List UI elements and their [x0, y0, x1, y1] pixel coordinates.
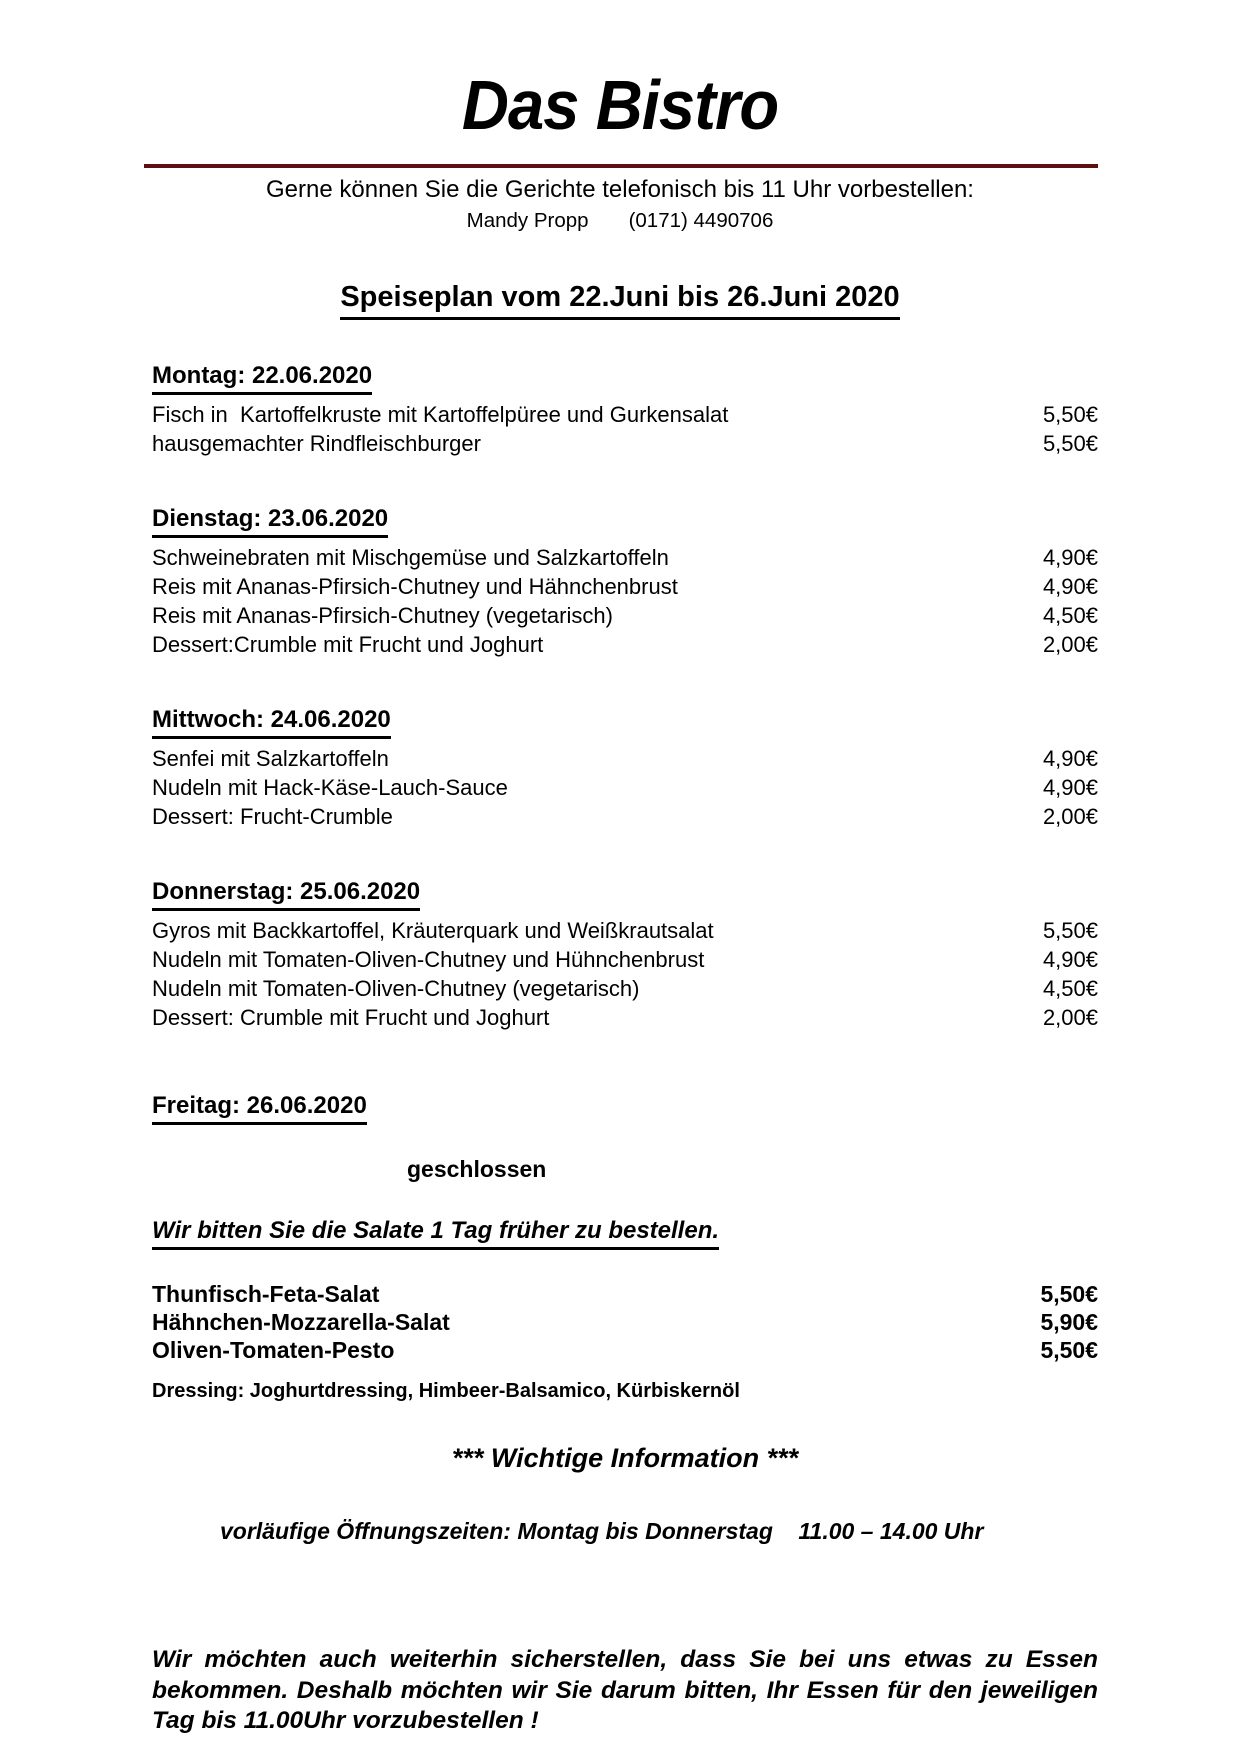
menu-item-row: [152, 1003, 1098, 1032]
contact-line: [0, 208, 1240, 233]
item-price: 5,50€: [1042, 431, 1098, 456]
item-name: Hähnchen-Mozzarella-Salat: [152, 1309, 450, 1335]
day-heading: Mittwoch: 24.06.2020: [152, 706, 391, 739]
salad-row: [152, 1280, 1098, 1308]
day-section-mittwoch: [152, 706, 1098, 831]
item-price: 5,50€: [1040, 1337, 1098, 1363]
day-section-montag: [152, 362, 1098, 458]
item-price: 5,50€: [1042, 402, 1098, 427]
item-name: Dessert: Frucht-Crumble: [152, 804, 393, 829]
day-heading: Freitag: 26.06.2020: [152, 1092, 367, 1125]
menu-item-row: [152, 744, 1098, 773]
item-price: 5,90€: [1040, 1309, 1098, 1335]
salads-heading: Wir bitten Sie die Salate 1 Tag früher zu bestellen.: [152, 1217, 719, 1250]
opening-hours: vorläufige Öffnungszeiten: Montag bis Donnerstag 11.00 – 14.00 Uhr: [220, 1518, 984, 1544]
item-price: 2,00€: [1042, 632, 1098, 657]
closing-note: Wir möchten auch weiterhin sicherstellen, dass Sie bei uns etwas zu Essen bekommen. Deshalb möchten wir Sie darum bitten, Ihr Essen für den jeweiligen Tag bis 11.00Uhr vorzubestellen !: [152, 1646, 1098, 1734]
item-name: hausgemachter Rindfleischburger: [152, 431, 481, 456]
salads-section: [152, 1217, 1098, 1250]
item-price: 4,90€: [1042, 775, 1098, 800]
day-section-donnerstag: [152, 878, 1098, 1032]
menu-item-row: [152, 974, 1098, 1003]
item-price: 2,00€: [1042, 804, 1098, 829]
item-name: Reis mit Ananas-Pfirsich-Chutney und Hähnchenbrust: [152, 574, 678, 599]
item-price: 4,90€: [1042, 574, 1098, 599]
salad-list: [152, 1280, 1098, 1364]
closed-note: geschlossen: [407, 1156, 547, 1182]
menu-item-row: [152, 429, 1098, 458]
item-price: 4,90€: [1042, 947, 1098, 972]
item-price: 4,50€: [1042, 603, 1098, 628]
item-price: 4,90€: [1042, 746, 1098, 771]
header: [0, 66, 1240, 144]
item-name: Senfei mit Salzkartoffeln: [152, 746, 389, 771]
salad-row: [152, 1336, 1098, 1364]
item-name: Dessert: Crumble mit Frucht und Joghurt: [152, 1005, 550, 1030]
menu-item-row: [152, 916, 1098, 945]
important-info-heading: *** Wichtige Information ***: [451, 1443, 799, 1473]
contact-name: Mandy Propp: [466, 209, 589, 232]
menu-item-row: [152, 773, 1098, 802]
divider-rule: [144, 164, 1098, 168]
menu-item-row: [152, 543, 1098, 572]
menu-body: [152, 362, 1098, 1737]
item-name: Fisch in Kartoffelkruste mit Kartoffelpüree und Gurkensalat: [152, 402, 729, 427]
item-price: 5,50€: [1042, 918, 1098, 943]
menu-item-row: [152, 601, 1098, 630]
item-name: Nudeln mit Hack-Käse-Lauch-Sauce: [152, 775, 508, 800]
dressing-note: Dressing: Joghurtdressing, Himbeer-Balsamico, Kürbiskernöl: [152, 1380, 740, 1402]
menu-item-row: [152, 802, 1098, 831]
item-price: 2,00€: [1042, 1005, 1098, 1030]
item-name: Schweinebraten mit Mischgemüse und Salzkartoffeln: [152, 545, 669, 570]
day-heading: Donnerstag: 25.06.2020: [152, 878, 420, 911]
item-price: 4,50€: [1042, 976, 1098, 1001]
item-name: Nudeln mit Tomaten-Oliven-Chutney (vegetarisch): [152, 976, 640, 1001]
item-price: 4,90€: [1042, 545, 1098, 570]
menu-item-row: [152, 572, 1098, 601]
preorder-note: Gerne können Sie die Gerichte telefonisch bis 11 Uhr vorbestellen:: [266, 176, 974, 203]
item-name: Thunfisch-Feta-Salat: [152, 1281, 380, 1307]
item-name: Reis mit Ananas-Pfirsich-Chutney (vegetarisch): [152, 603, 613, 628]
plan-title: Speiseplan vom 22.Juni bis 26.Juni 2020: [340, 281, 899, 320]
contact-phone: (0171) 4490706: [628, 209, 774, 232]
item-name: Oliven-Tomaten-Pesto: [152, 1337, 395, 1363]
menu-item-row: [152, 630, 1098, 659]
item-name: Nudeln mit Tomaten-Oliven-Chutney und Hühnchenbrust: [152, 947, 705, 972]
salad-row: [152, 1308, 1098, 1336]
day-section-freitag: [152, 1092, 1098, 1183]
menu-item-row: [152, 400, 1098, 429]
item-name: Gyros mit Backkartoffel, Kräuterquark und Weißkrautsalat: [152, 918, 714, 943]
plan-title-wrap: [0, 281, 1240, 320]
day-section-dienstag: [152, 505, 1098, 659]
item-price: 5,50€: [1040, 1281, 1098, 1307]
restaurant-title: Das Bistro: [461, 66, 779, 144]
day-heading: Montag: 22.06.2020: [152, 362, 372, 395]
menu-item-row: [152, 945, 1098, 974]
item-name: Dessert:Crumble mit Frucht und Joghurt: [152, 632, 544, 657]
day-heading: Dienstag: 23.06.2020: [152, 505, 388, 538]
